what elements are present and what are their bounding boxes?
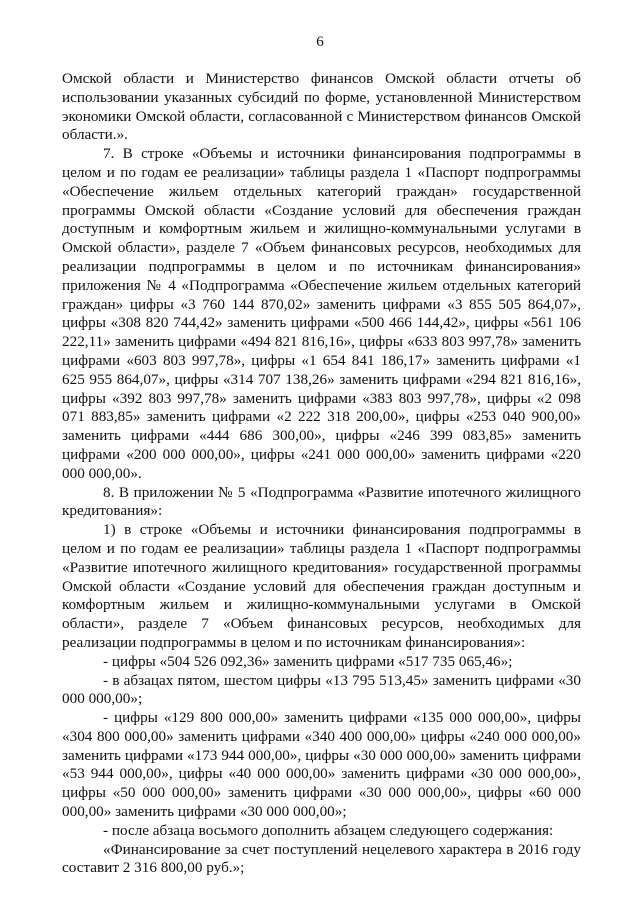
page-number: 6	[316, 34, 324, 50]
paragraph-item-7: 7. В строке «Объемы и источники финансирования подпрограммы в целом и по годам ее реализации» таблицы раздела 1 «Паспорт подпрограммы «Обеспечение жильем отдельных категорий граждан» государственной программы Омской области «Создание условий для обеспечения граждан доступным и комфортным жильем и жилищно-коммунальными услугами в Омской области», разделе 7 «Объем финансовых ресурсов, необходимых для реализации подпрограммы в целом и по источникам финансирования» приложения № 4 «Подпрограмма «Обеспечение жильем отдельных категорий граждан» цифры «3 760 144 870,02» заменить цифрами «3 855 505 864,07», цифры «308 820 744,42» заменить цифрами «500 466 144,42», цифры «561 106 222,11» заменить цифрами «494 821 816,16», цифры «633 803 997,78» заменить цифрами «603 803 997,78», цифры «1 654 841 186,17» заменить цифрами «1 625 955 864,07», цифры «314 707 138,26» заменить цифрами «294 821 816,16», цифры «392 803 997,78» заменить цифрами «383 803 997,78», цифры «2 098 071 883,85» заменить цифрами «2 222 318 200,00», цифры «253 040 900,00» заменить цифрами «444 686 300,00», цифры «246 399 083,85» заменить цифрами «200 000 000,00», цифры «241 000 000,00» заменить цифрами «220 000 000,00».	[62, 145, 581, 482]
paragraph-quote: «Финансирование за счет поступлений нецелевого характера в 2016 году составит 2 316 800,00 руб.»;	[62, 840, 581, 877]
paragraph-item-8: 8. В приложении № 5 «Подпрограмма «Развитие ипотечного жилищного кредитования»:	[62, 483, 581, 520]
paragraph-subitem-1: 1) в строке «Объемы и источники финансирования подпрограммы в целом и по годам ее реализации» таблицы раздела 1 «Паспорт подпрограммы «Развитие ипотечного жилищного кредитования» государственной программы Омской области «Создание условий для обеспечения граждан доступным и комфортным жильем и жилищно-коммунальными услугами в Омской области», разделе 7 «Объем финансовых ресурсов, необходимых для реализации подпрограммы в целом и по источникам финансирования»:	[62, 521, 581, 651]
paragraph-continuation: Омской области и Министерство финансов Омской области отчеты об использовании указанных субсидий по форме, установленной Министерством экономики Омской области, согласованной с Министерством финансов Омской области.».	[62, 70, 581, 144]
paragraph-dash-2: - в абзацах пятом, шестом цифры «13 795 513,45» заменить цифрами «30 000 000,00»;	[62, 671, 581, 708]
document-body	[62, 70, 581, 878]
paragraph-dash-1: - цифры «504 526 092,36» заменить цифрами «517 735 065,46»;	[103, 652, 513, 670]
paragraph-dash-3: - цифры «129 800 000,00» заменить цифрами «135 000 000,00», цифры «304 800 000,00» заменить цифрами «340 400 000,00» цифры «240 000 000,00» заменить цифрами «173 944 000,00», цифры «30 000 000,00» заменить цифрами «53 944 000,00», цифры «40 000 000,00» заменить цифрами «30 000 000,00», цифры «50 000 000,00» заменить цифрами «30 000 000,00», цифры «60 000 000,00» заменить цифрами «30 000 000,00»;	[62, 709, 581, 821]
paragraph-dash-4: - после абзаца восьмого дополнить абзацем следующего содержания:	[103, 821, 554, 839]
